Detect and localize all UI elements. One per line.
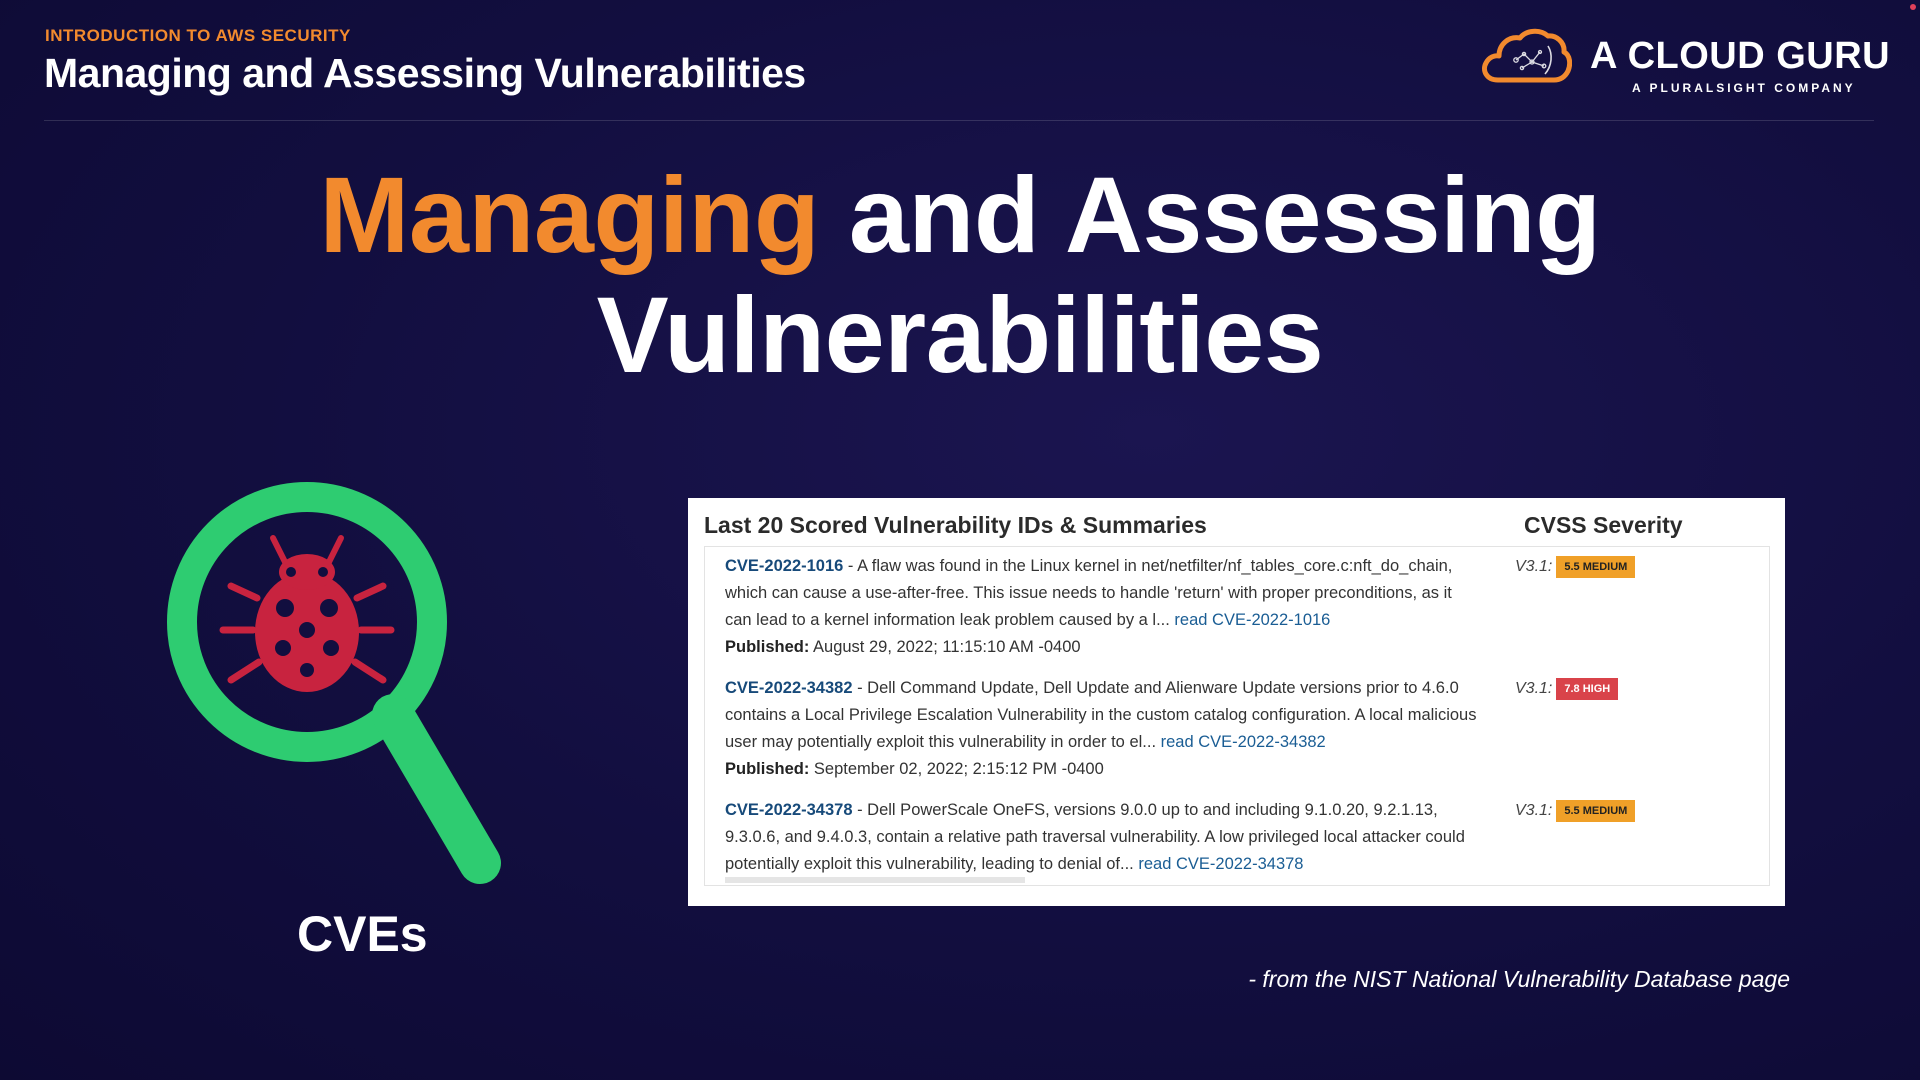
panel-header	[704, 512, 1774, 539]
cloud-logo-icon	[1480, 26, 1572, 86]
severity-column-header: CVSS Severity	[1524, 512, 1683, 538]
read-more-link[interactable]: read CVE-2022-34382	[1160, 733, 1326, 751]
read-more-link[interactable]: read CVE-2022-1016	[1174, 611, 1331, 629]
headline-line-2: Vulnerabilities	[596, 274, 1324, 395]
cves-label: CVEs	[297, 906, 428, 962]
cve-id-link[interactable]: CVE-2022-34378	[725, 801, 853, 819]
slide-subtitle: Managing and Assessing Vulnerabilities	[44, 50, 806, 96]
recording-indicator	[1910, 4, 1916, 10]
source-caption: - from the NIST National Vulnerability Database page	[1248, 966, 1790, 992]
cve-summary: - Dell PowerScale OneFS, versions 9.0.0 up to and including 9.1.0.20, 9.2.1.13, 9.3.0.6, and 9.4.0.3, contain a relative path traversal vulnerability. A low privileged local attacker could potentially exploit this vulnerability, leading to denial of...	[725, 801, 1465, 873]
cve-id-link[interactable]: CVE-2022-34382	[725, 679, 853, 697]
headline-accent-word: Managing	[319, 154, 820, 275]
brand-tagline: A PLURALSIGHT COMPANY	[1632, 81, 1856, 95]
truncated-row	[725, 877, 1025, 883]
headline-line-1: and Assessing	[819, 154, 1601, 275]
vulnerability-entry	[725, 553, 1765, 661]
published-date: August 29, 2022; 11:15:10 AM -0400	[809, 638, 1081, 656]
magnifier-bug-icon	[165, 480, 525, 890]
cvss-score	[1515, 797, 1635, 824]
published-date: September 02, 2022; 2:15:12 PM -0400	[809, 760, 1104, 778]
cvss-score	[1515, 553, 1635, 580]
panel-title: Last 20 Scored Vulnerability IDs & Summaries	[704, 512, 1207, 538]
read-more-link[interactable]: read CVE-2022-34378	[1138, 855, 1304, 873]
cve-id-link[interactable]: CVE-2022-1016	[725, 557, 844, 575]
brand-logo	[1480, 26, 1891, 96]
vulnerability-entry	[725, 675, 1765, 783]
severity-badge[interactable]: 7.8 HIGH	[1556, 678, 1618, 700]
published-label: Published:	[725, 638, 810, 656]
vulnerability-list	[704, 546, 1770, 886]
cvss-version: V3.1:	[1515, 802, 1553, 819]
slide-headline	[0, 155, 1920, 395]
course-eyebrow: INTRODUCTION TO AWS SECURITY	[45, 26, 351, 45]
published-label: Published:	[725, 760, 810, 778]
cvss-score	[1515, 675, 1618, 702]
cve-summary: - Dell Command Update, Dell Update and Alienware Update versions prior to 4.6.0 contains a Local Privilege Escalation Vulnerability in the custom catalog configuration. A local malicious user may potentially exploit this vulnerability in order to el...	[725, 679, 1477, 751]
cve-summary: - A flaw was found in the Linux kernel in net/netfilter/nf_tables_core.c:nft_do_chain, which can cause a use-after-free. This issue needs to handle 'return' with proper preconditions, as it can lead to a kernel information leak problem caused by a l...	[725, 557, 1453, 629]
severity-badge[interactable]: 5.5 MEDIUM	[1556, 556, 1635, 578]
nvd-screenshot-panel	[688, 498, 1785, 906]
cvss-version: V3.1:	[1515, 558, 1553, 575]
vulnerability-entry	[725, 797, 1765, 878]
header-divider	[44, 120, 1874, 121]
severity-badge[interactable]: 5.5 MEDIUM	[1556, 800, 1635, 822]
cvss-version: V3.1:	[1515, 680, 1553, 697]
brand-name: A CLOUD GURU	[1590, 35, 1891, 77]
